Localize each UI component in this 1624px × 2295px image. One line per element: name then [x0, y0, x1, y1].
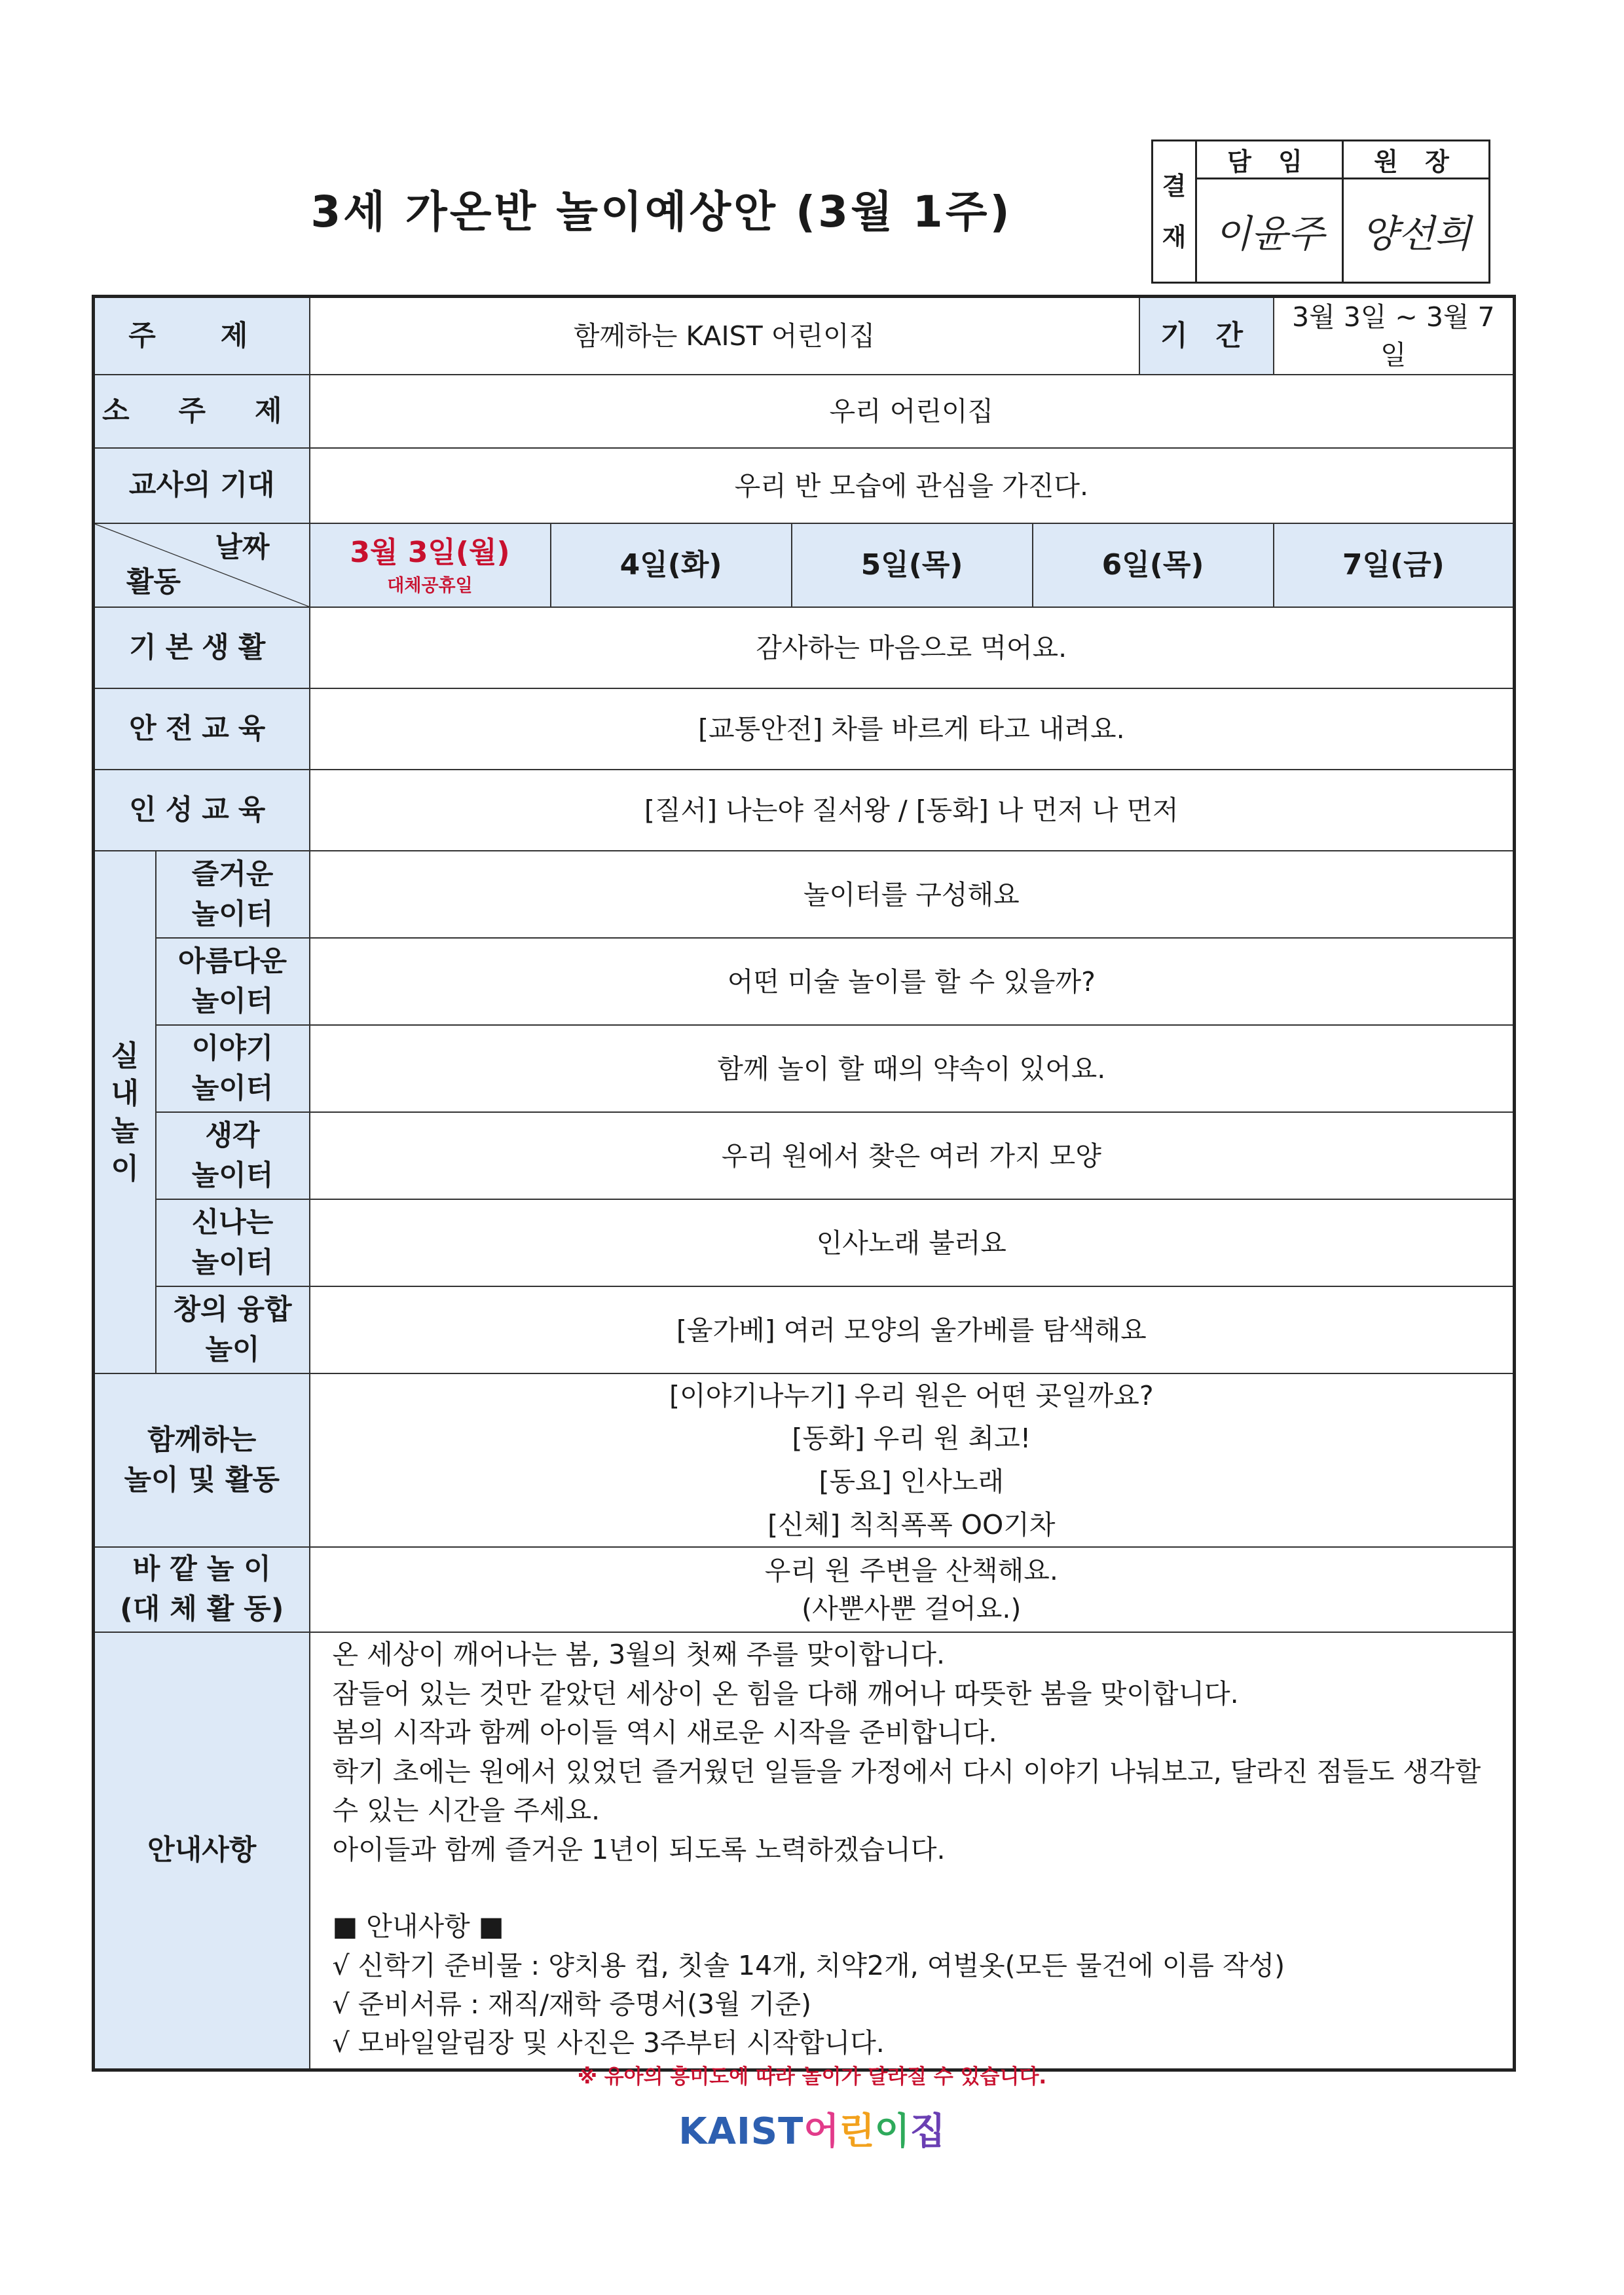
together-activity-value: [310, 1373, 1515, 1547]
playground-label-line1: 즐거운: [191, 857, 274, 891]
together-line-1: [이야기나누기] 우리 원은 어떤 곳일까요?: [669, 1379, 1154, 1411]
outdoor-label-line1: 바 깥 놀 이: [132, 1553, 271, 1586]
approval-side-label: [1153, 141, 1196, 283]
playground-value: 놀이터를 구성해요: [310, 851, 1515, 938]
art-play-value: 어떤 미술 놀이를 할 수 있을까?: [310, 938, 1515, 1025]
notice-content: [310, 1632, 1515, 2070]
indoor-char-4: 이: [111, 1151, 139, 1185]
indoor-play-label: [94, 851, 156, 1373]
together-activity-label: [94, 1373, 310, 1547]
logo-kaist-text: KAIST: [678, 2110, 804, 2153]
notice-check-1: √ 신학기 준비물 : 양치용 컵, 칫솔 14개, 치약2개, 여벌옷(모든 물건에 이름 작성): [332, 1949, 1285, 1981]
fun-play-label-line2: 놀이터: [191, 1246, 274, 1279]
fun-play-label-line1: 신나는: [191, 1206, 274, 1239]
together-line-2: [동화] 우리 원 최고!: [792, 1423, 1031, 1455]
indoor-char-1: 실: [111, 1039, 139, 1073]
period-label: 기 간: [1139, 297, 1274, 375]
logo-char-1: 어: [803, 2110, 840, 2153]
thinking-play-label: [156, 1112, 310, 1199]
safety-edu-label: 안전교육: [94, 688, 310, 770]
theme-value: 함께하는 KAIST 어린이집: [310, 297, 1139, 375]
logo-char-4: 집: [910, 2110, 946, 2153]
notice-label: 안내사항: [94, 1632, 310, 2070]
together-label-line1: 함께하는: [147, 1423, 257, 1457]
notice-check-2: √ 준비서류 : 재직/재학 증명서(3월 기준): [332, 1988, 811, 2020]
basic-life-label: 기본생활: [94, 607, 310, 688]
creative-play-label-line1: 창의 융합: [173, 1293, 292, 1326]
playground-label-line2: 놀이터: [191, 897, 274, 931]
notice-paragraph-1: 온 세상이 깨어나는 봄, 3월의 첫째 주를 맞이합니다.: [332, 1639, 946, 1671]
subtheme-label: 소 주 제: [94, 375, 310, 448]
notice-paragraph-2: 잠들어 있는 것만 같았던 세상이 온 힘을 다해 깨어나 따뜻한 봄을 맞이합니다.: [332, 1677, 1239, 1709]
approval-side-1: 결: [1162, 172, 1187, 200]
story-play-label: [156, 1025, 310, 1112]
outdoor-line-1: 우리 원 주변을 산책해요.: [764, 1555, 1058, 1587]
notice-paragraph-5: 아이들과 함께 즐거운 1년이 되도록 노력하겠습니다.: [332, 1833, 946, 1865]
holiday-note: 대체공휴일: [387, 575, 473, 596]
playground-label: [156, 851, 310, 938]
date-activity-corner: [94, 523, 310, 607]
creative-play-label: [156, 1286, 310, 1373]
art-play-label-line2: 놀이터: [191, 984, 274, 1018]
teacher-expectation-label: 교사의 기대: [94, 448, 310, 523]
page-title: 3세 가온반 놀이예상안 (3월 1주): [310, 187, 1012, 237]
character-edu-value: [질서] 나는야 질서왕 / [동화] 나 먼저 나 먼저: [310, 770, 1515, 851]
notice-spacer: [333, 1869, 1491, 1907]
day-monday-holiday: [310, 523, 551, 607]
corner-activity-label: 활동: [126, 566, 181, 599]
together-line-4: [신체] 칙칙폭폭 OO기차: [767, 1508, 1056, 1540]
day-wednesday: 5일(목): [792, 523, 1033, 607]
story-play-value: 함께 놀이 할 때의 약속이 있어요.: [310, 1025, 1515, 1112]
notice-paragraph-3: 봄의 시작과 함께 아이들 역시 새로운 시작을 준비합니다.: [332, 1717, 997, 1749]
character-edu-label: 인성교육: [94, 770, 310, 851]
logo-char-2: 린: [839, 2110, 875, 2153]
corner-date-label: 날짜: [215, 531, 270, 565]
creative-play-label-line2: 놀이: [205, 1333, 260, 1366]
outdoor-play-label: [94, 1547, 310, 1632]
teacher-signature: 이윤주: [1196, 179, 1343, 283]
approval-side-2: 재: [1162, 223, 1187, 252]
theme-label: 주 제: [94, 297, 310, 375]
art-play-label: [156, 938, 310, 1025]
director-signature: 양선희: [1343, 179, 1490, 283]
safety-edu-value: [교통안전] 차를 바르게 타고 내려요.: [310, 688, 1515, 770]
notice-section-title: ■ 안내사항 ■: [332, 1911, 504, 1943]
notice-paragraph-4: 학기 초에는 원에서 있었던 즐거웠던 일들을 가정에서 다시 이야기 나눠보고, 달라진 점들도 생각할 수 있는 시간을 주세요.: [332, 1755, 1481, 1827]
subtheme-value: 우리 어린이집: [310, 375, 1515, 448]
thinking-play-label-line1: 생각: [205, 1119, 260, 1152]
art-play-label-line1: 아름다운: [177, 944, 287, 978]
holiday-date: 3월 3일(월): [350, 536, 510, 570]
indoor-char-3: 놀: [111, 1114, 139, 1148]
logo-char-3: 이: [874, 2110, 910, 2153]
outdoor-label-line2: (대 체 활 동): [120, 1593, 284, 1626]
thinking-play-label-line2: 놀이터: [191, 1159, 274, 1192]
notice-check-3: √ 모바일알림장 및 사진은 3주부터 시작합니다.: [332, 2027, 885, 2059]
indoor-char-2: 내: [111, 1077, 139, 1111]
story-play-label-line2: 놀이터: [191, 1072, 274, 1105]
together-label-line2: 놀이 및 활동: [124, 1463, 280, 1497]
teacher-expectation-value: 우리 반 모습에 관심을 가진다.: [310, 448, 1515, 523]
footnote: ※ 유아의 흥미도에 따라 놀이가 달라질 수 있습니다.: [577, 2065, 1047, 2089]
kaist-daycare-logo: [0, 2102, 1624, 2155]
thinking-play-value: 우리 원에서 찾은 여러 가지 모양: [310, 1112, 1515, 1199]
approval-box: [1151, 140, 1490, 284]
fun-play-value: 인사노래 불러요: [310, 1199, 1515, 1286]
approval-teacher-header: 담 임: [1196, 141, 1343, 179]
period-value: 3월 3일 ~ 3월 7일: [1274, 297, 1515, 375]
outdoor-play-value: [310, 1547, 1515, 1632]
day-tuesday: 4일(화): [551, 523, 792, 607]
day-friday: 7일(금): [1274, 523, 1515, 607]
together-line-3: [동요] 인사노래: [819, 1465, 1005, 1497]
story-play-label-line1: 이야기: [191, 1032, 274, 1065]
fun-play-label: [156, 1199, 310, 1286]
day-thursday: 6일(목): [1033, 523, 1274, 607]
approval-director-header: 원 장: [1343, 141, 1490, 179]
creative-play-value: [울가베] 여러 모양의 울가베를 탐색해요: [310, 1286, 1515, 1373]
basic-life-value: 감사하는 마음으로 먹어요.: [310, 607, 1515, 688]
outdoor-line-2: (사뿐사뿐 걸어요.): [802, 1593, 1022, 1625]
plan-table: [92, 295, 1516, 2072]
